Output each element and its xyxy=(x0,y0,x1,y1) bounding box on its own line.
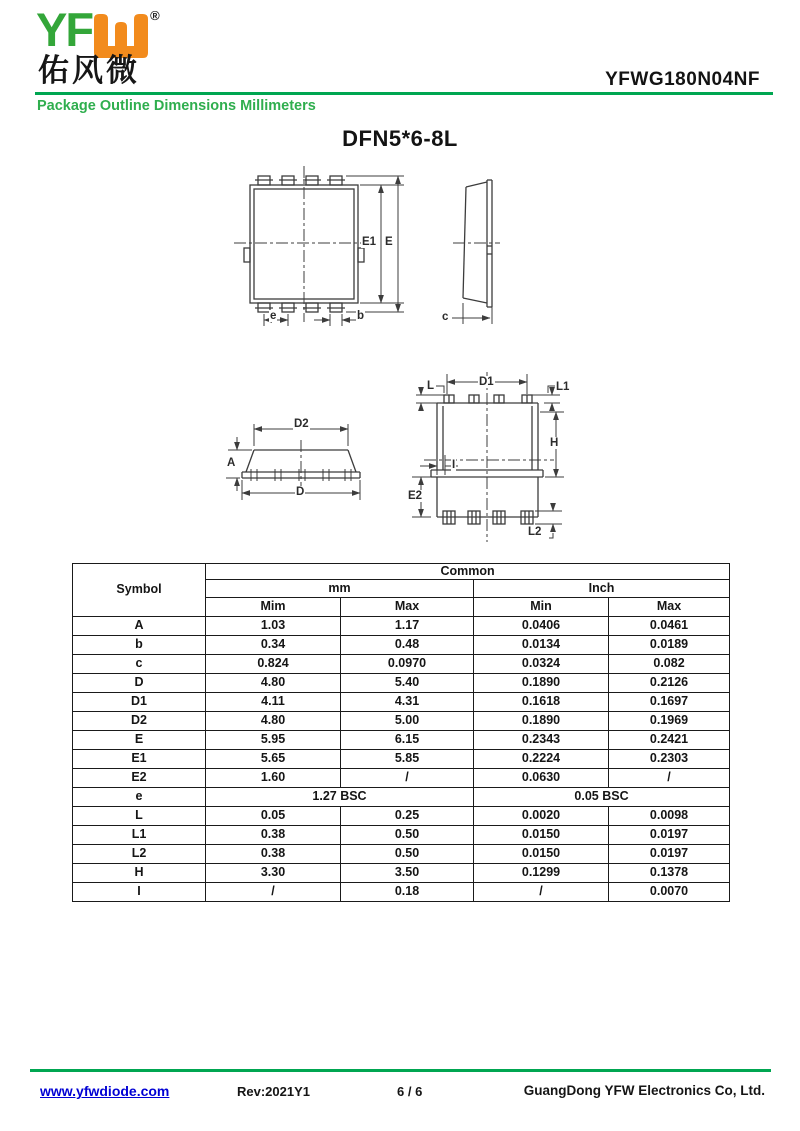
symbol-cell: L xyxy=(73,807,206,826)
table-row xyxy=(73,769,730,788)
value-cell: 5.00 xyxy=(341,712,474,731)
value-cell: / xyxy=(341,769,474,788)
table-row xyxy=(73,864,730,883)
dimension-table xyxy=(72,563,730,902)
symbol-cell: E xyxy=(73,731,206,750)
symbol-cell: E2 xyxy=(73,769,206,788)
value-cell: 5.65 xyxy=(206,750,341,769)
table-row xyxy=(73,883,730,902)
table-row xyxy=(73,807,730,826)
value-cell: 0.0197 xyxy=(609,845,730,864)
value-cell: 0.50 xyxy=(341,845,474,864)
value-cell: 0.2303 xyxy=(609,750,730,769)
dim-label-d2: D2 xyxy=(294,418,309,430)
dim-label-e: e xyxy=(270,310,277,322)
registered-trademark-icon: ® xyxy=(150,8,160,23)
table-row xyxy=(73,674,730,693)
page-subtitle: Package Outline Dimensions Millimeters xyxy=(37,98,316,114)
value-cell: / xyxy=(609,769,730,788)
value-cell: 0.082 xyxy=(609,655,730,674)
footer-rule xyxy=(30,1069,771,1072)
dim-label-d1: D1 xyxy=(479,376,494,388)
symbol-cell: L1 xyxy=(73,826,206,845)
symbol-cell: c xyxy=(73,655,206,674)
header-inch: Inch xyxy=(474,580,730,598)
dim-label-e2: E2 xyxy=(408,490,423,502)
company-name: GuangDong YFW Electronics Co, Ltd. xyxy=(523,1083,765,1098)
table-row xyxy=(73,750,730,769)
header-mm-max: Max xyxy=(341,598,474,617)
table-row xyxy=(73,826,730,845)
value-cell: 0.25 xyxy=(341,807,474,826)
table-row xyxy=(73,636,730,655)
revision-label: Rev:2021Y1 xyxy=(237,1084,310,1099)
value-cell: / xyxy=(474,883,609,902)
value-cell: 0.38 xyxy=(206,845,341,864)
dim-label-d: D xyxy=(296,486,305,498)
value-cell: 5.85 xyxy=(341,750,474,769)
value-cell: 0.1618 xyxy=(474,693,609,712)
value-cell: 0.0070 xyxy=(609,883,730,902)
logo-chinese-text: 佑风微 xyxy=(38,53,140,88)
symbol-cell: e xyxy=(73,788,206,807)
dim-label-i: I xyxy=(452,459,456,471)
value-cell: 0.1299 xyxy=(474,864,609,883)
symbol-cell: D2 xyxy=(73,712,206,731)
value-cell: 0.0630 xyxy=(474,769,609,788)
value-cell: 0.0406 xyxy=(474,617,609,636)
table-header-row xyxy=(73,564,730,580)
value-cell: 0.0970 xyxy=(341,655,474,674)
symbol-cell: D xyxy=(73,674,206,693)
value-cell: 0.0150 xyxy=(474,826,609,845)
value-cell: / xyxy=(206,883,341,902)
dim-label-b: b xyxy=(357,310,365,322)
dim-label-e-cap: E xyxy=(385,236,393,248)
value-cell: 0.05 BSC xyxy=(474,788,730,807)
dim-label-e1: E1 xyxy=(362,236,377,248)
value-cell: 0.0020 xyxy=(474,807,609,826)
value-cell: 0.824 xyxy=(206,655,341,674)
symbol-cell: H xyxy=(73,864,206,883)
value-cell: 5.95 xyxy=(206,731,341,750)
page-number: 6 / 6 xyxy=(397,1084,423,1099)
value-cell: 0.1697 xyxy=(609,693,730,712)
value-cell: 3.50 xyxy=(341,864,474,883)
header-inch-min: Min xyxy=(474,598,609,617)
value-cell: 1.17 xyxy=(341,617,474,636)
value-cell: 0.50 xyxy=(341,826,474,845)
value-cell: 0.2224 xyxy=(474,750,609,769)
dim-label-l: L xyxy=(427,380,435,392)
header-inch-max: Max xyxy=(609,598,730,617)
table-row xyxy=(73,731,730,750)
table-row xyxy=(73,845,730,864)
value-cell: 0.1890 xyxy=(474,674,609,693)
drawings-svg xyxy=(0,160,800,560)
table-row xyxy=(73,617,730,636)
website-link[interactable]: www.yfwdiode.com xyxy=(40,1083,170,1099)
value-cell: 0.0324 xyxy=(474,655,609,674)
table-row xyxy=(73,788,730,807)
symbol-cell: L2 xyxy=(73,845,206,864)
table-row xyxy=(73,712,730,731)
header-rule xyxy=(35,92,773,95)
table-row xyxy=(73,693,730,712)
dim-label-l1: L1 xyxy=(556,381,570,393)
value-cell: 0.0098 xyxy=(609,807,730,826)
value-cell: 1.27 BSC xyxy=(206,788,474,807)
header-mm-min: Mim xyxy=(206,598,341,617)
value-cell: 0.0461 xyxy=(609,617,730,636)
value-cell: 0.05 xyxy=(206,807,341,826)
value-cell: 0.0197 xyxy=(609,826,730,845)
value-cell: 0.48 xyxy=(341,636,474,655)
value-cell: 0.1969 xyxy=(609,712,730,731)
header-mm: mm xyxy=(206,580,474,598)
symbol-cell: b xyxy=(73,636,206,655)
value-cell: 0.0134 xyxy=(474,636,609,655)
part-number: YFWG180N04NF xyxy=(605,69,760,90)
header-symbol: Symbol xyxy=(73,564,206,617)
value-cell: 4.80 xyxy=(206,712,341,731)
dim-label-a: A xyxy=(227,457,236,469)
value-cell: 4.11 xyxy=(206,693,341,712)
dimension-table-body xyxy=(73,617,730,902)
value-cell: 0.2126 xyxy=(609,674,730,693)
dim-label-l2: L2 xyxy=(528,526,542,538)
value-cell: 0.2421 xyxy=(609,731,730,750)
value-cell: 0.1890 xyxy=(474,712,609,731)
value-cell: 0.2343 xyxy=(474,731,609,750)
dim-label-c: c xyxy=(442,311,449,323)
value-cell: 4.31 xyxy=(341,693,474,712)
value-cell: 0.1378 xyxy=(609,864,730,883)
value-cell: 1.60 xyxy=(206,769,341,788)
value-cell: 0.0189 xyxy=(609,636,730,655)
value-cell: 6.15 xyxy=(341,731,474,750)
package-title: DFN5*6-8L xyxy=(342,126,458,151)
value-cell: 3.30 xyxy=(206,864,341,883)
value-cell: 5.40 xyxy=(341,674,474,693)
dim-label-h: H xyxy=(550,437,559,449)
value-cell: 0.34 xyxy=(206,636,341,655)
symbol-cell: D1 xyxy=(73,693,206,712)
value-cell: 0.0150 xyxy=(474,845,609,864)
package-outline-drawings xyxy=(0,160,800,560)
value-cell: 4.80 xyxy=(206,674,341,693)
header-common: Common xyxy=(206,564,730,580)
table-row xyxy=(73,655,730,674)
symbol-cell: I xyxy=(73,883,206,902)
logo-yf-text: YF xyxy=(36,3,93,56)
symbol-cell: E1 xyxy=(73,750,206,769)
symbol-cell: A xyxy=(73,617,206,636)
value-cell: 1.03 xyxy=(206,617,341,636)
value-cell: 0.18 xyxy=(341,883,474,902)
value-cell: 0.38 xyxy=(206,826,341,845)
